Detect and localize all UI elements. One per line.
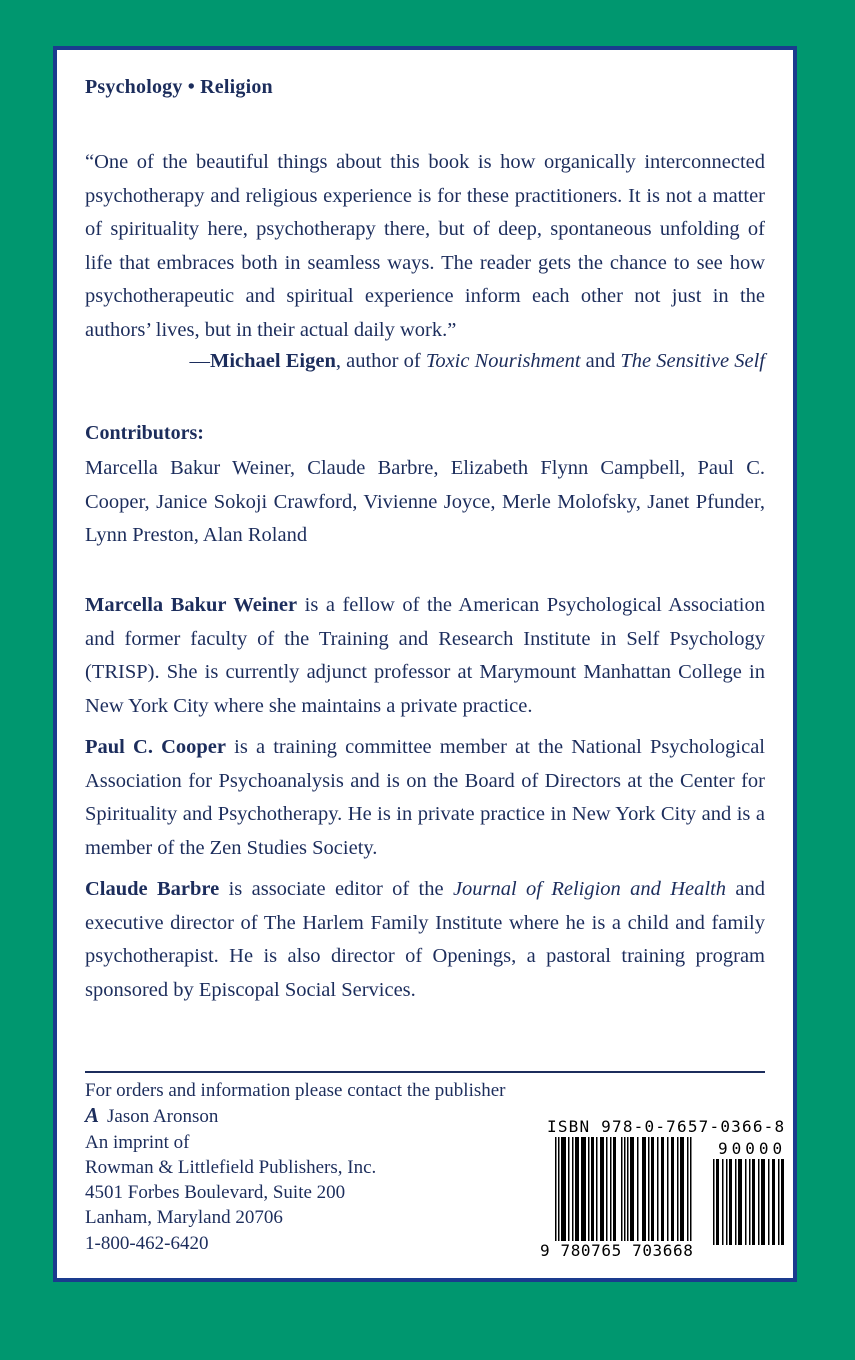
endorsement-attribution	[190, 346, 765, 376]
attribution-book-1: Toxic Nourishment	[425, 350, 581, 372]
address-line-2: Lanham, Maryland 20706	[85, 1207, 283, 1229]
divider-rule	[85, 1071, 765, 1073]
bio-text: is associate editor of the	[219, 878, 453, 900]
attribution-suffix: , author of	[335, 350, 426, 372]
ean-digits-text: 9 780765 703668	[540, 1241, 694, 1260]
contributors-list: Marcella Bakur Weiner, Claude Barbre, Elizabeth Flynn Campbell, Paul C. Cooper, Janice Sokoji Crawford, Vivienne Joyce, Merle Molofsky, Janet Pfunder, Lynn Preston, Alan Roland	[85, 457, 765, 546]
publisher-name-line	[85, 1103, 506, 1129]
phone-number: 1-800-462-6420	[85, 1232, 209, 1254]
attribution-conjunction: and	[580, 350, 621, 372]
publisher-intro: For orders and information please contact the publisher	[85, 1080, 506, 1101]
barcode-main-bars-icon	[555, 1137, 695, 1253]
imprint-line: An imprint of	[85, 1131, 190, 1153]
back-cover-panel	[53, 46, 797, 1282]
publisher-name: Jason Aronson	[107, 1106, 219, 1128]
jason-aronson-logo-icon: A	[85, 1103, 100, 1128]
bio-name: Claude Barbre	[85, 878, 220, 900]
bio-name: Paul C. Cooper	[85, 736, 226, 758]
barcode-addon-bars-icon	[713, 1159, 785, 1245]
bio-text: and executive director of The Harlem Family Institute where he is a child and family psychotherapist. He is also director of Openings, a pastoral training program sponsored by Episcopal Social Services.	[85, 878, 765, 1001]
publisher-info	[85, 1078, 506, 1256]
address-line-1: 4501 Forbes Boulevard, Suite 200	[85, 1182, 346, 1204]
attribution-book-2: The Sensitive Self	[620, 350, 765, 372]
endorsement-quote: “One of the beautiful things about this book is how organically interconnected psychotherapy and religious experience is for these practitioners. It is not a matter of spirituality here, psychotherapy there, but of deep, spontaneous unfolding of life that embraces both in seamless ways. The reader gets the chance to see how psychotherapeutic and spiritual experience inform each other not just in the authors’ lives, but in their actual daily work.”	[85, 151, 765, 341]
category-label: Psychology • Religion	[85, 76, 273, 98]
contributors-heading: Contributors:	[85, 422, 204, 444]
bio-weiner	[85, 589, 765, 723]
isbn-label: ISBN 978-0-7657-0366-8	[547, 1117, 786, 1136]
parent-publisher: Rowman & Littlefield Publishers, Inc.	[85, 1156, 377, 1178]
bio-barbre	[85, 873, 765, 1007]
bio-name: Marcella Bakur Weiner	[85, 594, 298, 616]
ean-digits	[539, 1241, 695, 1260]
bio-cooper	[85, 731, 765, 865]
bio-text: is a fellow of the American Psychological Association and former faculty of the Training and Research Institute in Self Psychology (TRISP). She is currently adjunct professor at Marymount Manhattan College in New York City where she maintains a private practice.	[85, 594, 765, 717]
price-code: 90000	[718, 1139, 787, 1158]
journal-title: Journal of Religion and Health	[452, 878, 727, 900]
attribution-author: Michael Eigen	[210, 350, 336, 372]
isbn-barcode	[523, 1117, 793, 1269]
attribution-dash: —	[189, 350, 211, 372]
bio-text: is a training committee member at the National Psychological Association for Psychoanalysis and is on the Board of Directors at the Center for Spirituality and Psychotherapy. He is in private practice in New York City and is a member of the Zen Studies Society.	[85, 736, 765, 859]
